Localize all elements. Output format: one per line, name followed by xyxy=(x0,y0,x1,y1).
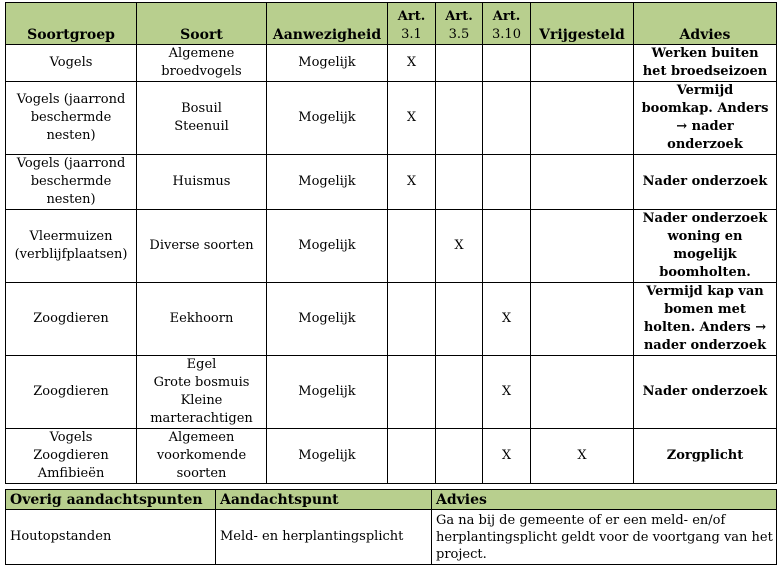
cell-aanwezigheid: Mogelijk xyxy=(267,283,388,356)
cell-soortgroep-line: beschermde xyxy=(30,174,112,189)
cell-soort-line: Algemene xyxy=(168,46,235,61)
cell-art-3-10: X xyxy=(483,356,531,429)
cell-soortgroep xyxy=(6,283,137,356)
cell-art-3-10 xyxy=(483,82,531,155)
cell-aanwezigheid: Mogelijk xyxy=(267,210,388,283)
cell-soort xyxy=(137,45,267,82)
header-soort: Soort xyxy=(137,3,267,45)
attention-points-table xyxy=(5,489,777,565)
cell-advies-line: woning en xyxy=(667,229,743,244)
cell-aanwezigheid: Mogelijk xyxy=(267,45,388,82)
header-advies: Advies xyxy=(634,3,777,45)
cell-advies-line: → nader xyxy=(676,119,734,134)
cell-extra-advies-line: herplantingsplicht geldt voor de voortgang van het xyxy=(436,529,773,545)
cell-advies-line: Zorgplicht xyxy=(666,448,744,463)
cell-art-3-10 xyxy=(483,155,531,210)
cell-soort-line: Kleine xyxy=(180,393,223,408)
cell-soortgroep-line: Vogels (jaarrond xyxy=(16,92,126,107)
cell-soort xyxy=(137,283,267,356)
header-soortgroep: Soortgroep xyxy=(6,3,137,45)
cell-soortgroep-line: Zoogdieren xyxy=(33,384,109,399)
cell-aanwezigheid: Mogelijk xyxy=(267,82,388,155)
header-vrijgesteld: Vrijgesteld xyxy=(531,3,634,45)
cell-art-3-5 xyxy=(436,283,483,356)
cell-soort-line: soorten xyxy=(176,466,227,481)
cell-art-3-10 xyxy=(483,210,531,283)
cell-soort xyxy=(137,429,267,484)
cell-art-3-1 xyxy=(388,283,436,356)
cell-soort xyxy=(137,210,267,283)
cell-advies-line: bomen met xyxy=(664,302,746,317)
cell-art-3-5 xyxy=(436,82,483,155)
cell-soortgroep xyxy=(6,356,137,429)
cell-art-3-1: X xyxy=(388,82,436,155)
cell-overig: Houtopstanden xyxy=(6,510,216,565)
species-table-body xyxy=(6,45,777,484)
cell-soort-line: Bosuil xyxy=(181,101,222,116)
cell-soortgroep-line: Vogels xyxy=(49,55,93,70)
cell-art-3-1: X xyxy=(388,45,436,82)
cell-art-3-5 xyxy=(436,45,483,82)
cell-soort xyxy=(137,356,267,429)
cell-soort-line: Steenuil xyxy=(174,119,229,134)
cell-soortgroep-line: nesten) xyxy=(46,192,96,207)
cell-aanwezigheid: Mogelijk xyxy=(267,429,388,484)
cell-advies-line: boomkap. Anders xyxy=(641,101,769,116)
cell-soortgroep xyxy=(6,82,137,155)
table-row xyxy=(6,510,777,565)
cell-soort-line: Huismus xyxy=(172,174,231,189)
cell-soortgroep xyxy=(6,429,137,484)
cell-extra-advies-line: Ga na bij de gemeente of er een meld- en/of xyxy=(436,512,726,528)
cell-soort-line: Eekhoorn xyxy=(169,311,234,326)
cell-soortgroep xyxy=(6,210,137,283)
header-aandachtspunt: Aandachtspunt xyxy=(216,490,432,510)
header-art-3-1: Art. 3.1 xyxy=(388,3,436,45)
cell-soortgroep-line: Zoogdieren xyxy=(33,448,109,463)
cell-art-3-10: X xyxy=(483,429,531,484)
cell-art-3-1 xyxy=(388,210,436,283)
cell-advies xyxy=(634,45,777,82)
cell-advies-line: boomholten. xyxy=(659,265,751,280)
cell-soort-line: voorkomende xyxy=(156,448,247,463)
species-table xyxy=(5,2,777,484)
table-row xyxy=(6,82,777,155)
attention-points-body xyxy=(6,510,777,565)
cell-soort-line: Grote bosmuis xyxy=(153,375,250,390)
cell-vrijgesteld xyxy=(531,45,634,82)
cell-vrijgesteld xyxy=(531,155,634,210)
cell-advies xyxy=(634,210,777,283)
table-row xyxy=(6,429,777,484)
cell-advies-line: Nader onderzoek xyxy=(642,211,768,226)
cell-soortgroep-line: Vogels (jaarrond xyxy=(16,156,126,171)
cell-art-3-5 xyxy=(436,429,483,484)
cell-soortgroep-line: beschermde xyxy=(30,110,112,125)
cell-advies-line: Nader onderzoek xyxy=(642,384,768,399)
cell-soort-line: Diverse soorten xyxy=(149,238,254,253)
cell-vrijgesteld xyxy=(531,283,634,356)
cell-aandachtspunt: Meld- en herplantingsplicht xyxy=(216,510,432,565)
cell-soortgroep-line: Vogels xyxy=(49,430,93,445)
cell-soortgroep-line: Amfibieën xyxy=(37,466,105,481)
cell-art-3-5 xyxy=(436,356,483,429)
cell-soortgroep-line: (verblijfplaatsen) xyxy=(14,247,128,262)
table-row xyxy=(6,45,777,82)
cell-advies xyxy=(634,356,777,429)
cell-advies-line: onderzoek xyxy=(667,137,743,152)
table-row xyxy=(6,210,777,283)
cell-advies-line: Vermijd kap van xyxy=(646,284,764,299)
header-extra-advies: Advies xyxy=(432,490,777,510)
cell-advies xyxy=(634,82,777,155)
cell-advies xyxy=(634,155,777,210)
header-overig-aandachtspunten: Overig aandachtspunten xyxy=(6,490,216,510)
cell-soortgroep-line: nesten) xyxy=(46,128,96,143)
table-row xyxy=(6,155,777,210)
cell-art-3-5 xyxy=(436,155,483,210)
cell-soort-line: Egel xyxy=(186,357,217,372)
cell-advies-line: Nader onderzoek xyxy=(642,174,768,189)
cell-vrijgesteld xyxy=(531,82,634,155)
cell-advies-line: nader onderzoek xyxy=(643,338,767,353)
header-aanwezigheid: Aanwezigheid xyxy=(267,3,388,45)
cell-extra-advies-line: project. xyxy=(436,546,487,562)
cell-advies-line: Vermijd xyxy=(676,83,734,98)
cell-aanwezigheid: Mogelijk xyxy=(267,155,388,210)
cell-art-3-1 xyxy=(388,429,436,484)
cell-soortgroep-line: Vleermuizen xyxy=(29,229,113,244)
cell-soortgroep xyxy=(6,45,137,82)
cell-advies-line: mogelijk xyxy=(673,247,737,262)
cell-art-3-10: X xyxy=(483,283,531,356)
cell-soort-line: Algemeen xyxy=(168,430,235,445)
cell-advies-line: het broedseizoen xyxy=(642,64,768,79)
cell-art-3-1: X xyxy=(388,155,436,210)
cell-soort xyxy=(137,82,267,155)
cell-extra-advies xyxy=(432,510,777,565)
cell-art-3-10 xyxy=(483,45,531,82)
cell-soort-line: marterachtigen xyxy=(150,411,253,426)
table-row xyxy=(6,283,777,356)
cell-vrijgesteld: X xyxy=(531,429,634,484)
cell-advies xyxy=(634,429,777,484)
cell-vrijgesteld xyxy=(531,210,634,283)
header-art-3-5: Art. 3.5 xyxy=(436,3,483,45)
cell-soortgroep xyxy=(6,155,137,210)
cell-soortgroep-line: Zoogdieren xyxy=(33,311,109,326)
cell-soort xyxy=(137,155,267,210)
cell-advies-line: Werken buiten xyxy=(651,46,759,61)
cell-aanwezigheid: Mogelijk xyxy=(267,356,388,429)
cell-art-3-5: X xyxy=(436,210,483,283)
cell-soort-line: broedvogels xyxy=(161,64,242,79)
header-art-3-10: Art. 3.10 xyxy=(483,3,531,45)
table-row xyxy=(6,356,777,429)
cell-advies-line: holten. Anders → xyxy=(643,320,767,335)
cell-vrijgesteld xyxy=(531,356,634,429)
cell-art-3-1 xyxy=(388,356,436,429)
cell-advies xyxy=(634,283,777,356)
